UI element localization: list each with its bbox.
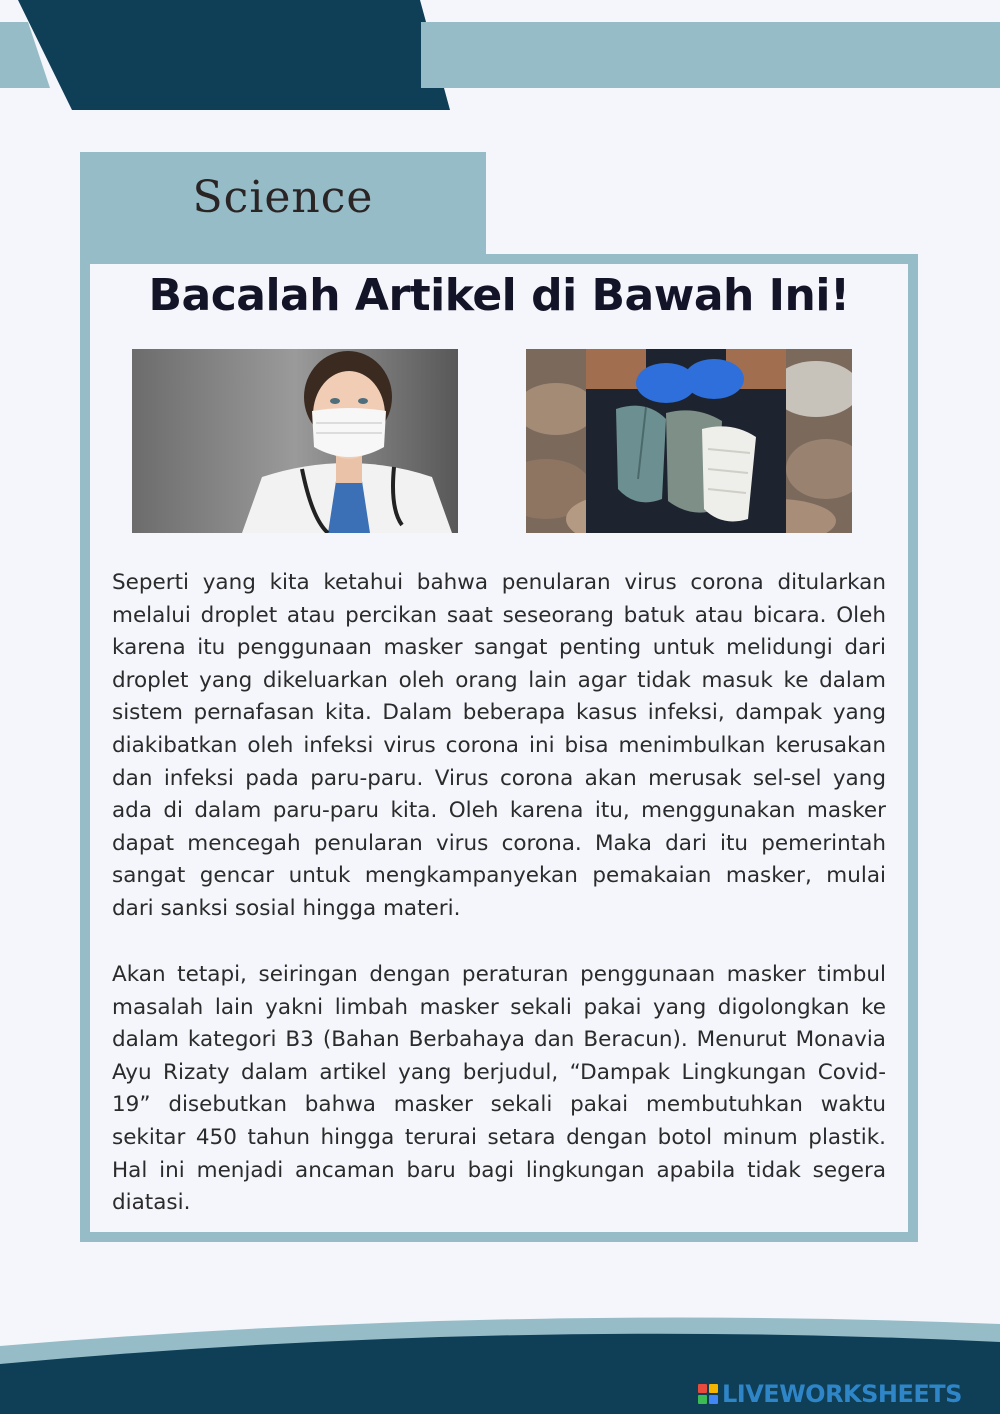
doctor-with-mask-photo [132, 349, 458, 533]
liveworksheets-logo-text: LIVEWORKSHEETS [722, 1380, 962, 1408]
top-navy-shape [18, 0, 450, 110]
liveworksheets-logo-icon [698, 1384, 718, 1404]
top-decoration [0, 0, 1000, 120]
subject-title: Science [192, 172, 374, 223]
article-paragraph-2: Akan tetapi, seiringan dengan peraturan penggunaan masker timbul masalah lain yakni limbah masker sekali pakai yang digolongkan ke dalam kategori B3 (Bahan Berbahaya dan Beracun). Menurut Monavia Ayu Rizaty dalam artikel yang berjudul, “Dampak Lingkungan Covid-19” disebutkan bahwa masker sekali pakai membutuhkan waktu sekitar 450 tahun hingga terurai setara dengan botol minum plastik. Hal ini menjadi ancaman baru bagi lingkungan apabila tidak segera diatasi. [112, 962, 886, 1216]
liveworksheets-logo [698, 1379, 962, 1409]
discarded-masks-photo [526, 349, 852, 533]
page-heading: Bacalah Artikel di Bawah Ini! [148, 270, 850, 321]
top-right-teal-bar [421, 22, 1000, 88]
article-paragraph-1: Seperti yang kita ketahui bahwa penularan virus corona ditularkan melalui droplet atau percikan saat seseorang batuk atau bicara. Oleh karena itu penggunaan masker sangat penting untuk melidungi dari droplet yang dikeluarkan oleh orang lain agar tidak masuk ke dalam sistem pernafasan kita. Dalam beberapa kasus infeksi, dampak yang diakibatkan oleh infeksi virus corona ini bisa menimbulkan kerusakan dan infeksi pada paru-paru. Virus corona akan merusak sel-sel yang ada di dalam paru-paru kita. Oleh karena itu, menggunakan masker dapat mencegah penularan virus corona. Maka dari itu pemerintah sangat gencar untuk mengkampanyekan pemakaian masker, mulai dari sanksi sosial hingga materi. [112, 570, 886, 921]
